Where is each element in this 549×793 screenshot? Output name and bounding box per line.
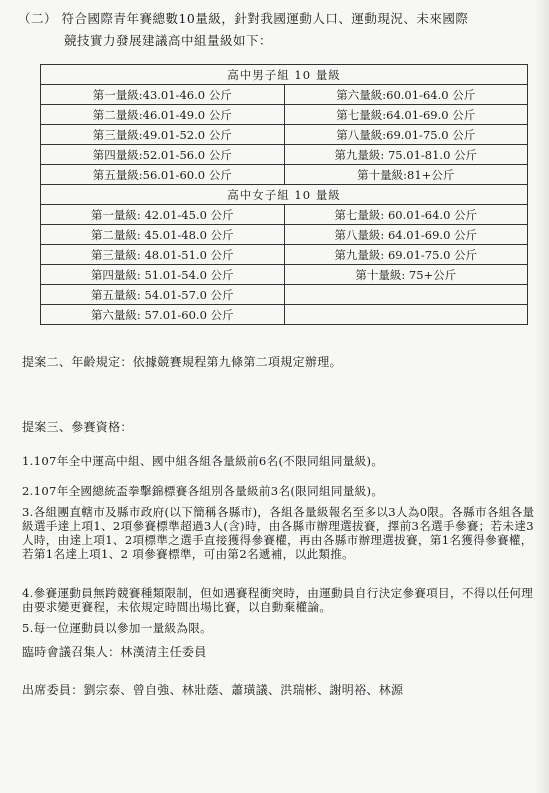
qualification-item-3: 3.各組團直轄市及縣市政府(以下簡稱各縣市)，各組各量級報名至多以3人為0限。各縣市各組各量級選手達上項1、2項參賽標準超過3人(含)時，由各縣市辦理選拔賽，擇前3名選手參賽；若未達3人時，由達上項1、2項標準之選手直接獲得參賽權，再由各縣市辦理選拔賽，第1名獲得參賽權，若第1名達上項1、2 項參賽標準，可由第2名遞補，以此類推。 [22,505,535,561]
table-cell: 第八量級: 64.01-69.0 公斤 [284,225,528,245]
proposal-two: 提案二、年齡規定：依據競賽規程第九條第二項規定辦理。 [22,355,342,369]
boys-header: 高中男子組 10 量級 [41,65,528,85]
qualification-item-1: 1.107年全中運高中組、國中組各組各量級前6名(不限同組同量級)。 [22,454,384,468]
table-cell: 第三量級:49.01-52.0 公斤 [41,125,285,145]
table-cell: 第三量級: 48.01-51.0 公斤 [41,245,285,265]
table-row [41,125,528,145]
table-row [41,265,528,285]
proposal-three-heading: 提案三、參賽資格： [22,420,133,434]
weight-class-table [40,64,528,325]
table-cell: 第六量級:60.01-64.0 公斤 [284,85,528,105]
table-cell: 第十量級:81+公斤 [284,165,528,185]
table-row [41,85,528,105]
girls-header: 高中女子組 10 量級 [41,185,528,205]
table-cell: 第七量級:64.01-69.0 公斤 [284,105,528,125]
table-cell: 第五量級:56.01-60.0 公斤 [41,165,285,185]
table-cell [284,285,528,305]
table-cell: 第九量級: 69.01-75.0 公斤 [284,245,528,265]
attendees-line: 出席委員：劉宗泰、曾自強、林壯蔭、蕭璜議、洪瑞彬、謝明裕、林源 [22,683,404,697]
table-cell: 第二量級: 45.01-48.0 公斤 [41,225,285,245]
table-cell: 第十量級: 75+公斤 [284,265,528,285]
intro-line-2: 競技實力發展建議高中組量級如下： [64,33,273,48]
qualification-item-4: 4.參賽運動員無跨競賽種類限制，但如遇賽程衝突時，由運動員自行決定參賽項目，不得以任何理由要求變更賽程，未依規定時間出場比賽，以自動棄權論。 [22,586,534,614]
table-row [41,145,528,165]
table-row [41,245,528,265]
qualification-item-5: 5.每一位運動員以參加一量級為限。 [22,621,213,635]
table-cell: 第一量級:43.01-46.0 公斤 [41,85,285,105]
table-row [41,285,528,305]
table-cell: 第四量級: 51.01-54.0 公斤 [41,265,285,285]
table-cell: 第五量級: 54.01-57.0 公斤 [41,285,285,305]
table-row [41,205,528,225]
table-cell: 第八量級:69.01-75.0 公斤 [284,125,528,145]
table-cell [284,305,528,325]
table-row [41,305,528,325]
table-cell: 第六量級: 57.01-60.0 公斤 [41,305,285,325]
intro-line-1: （二） 符合國際青年賽總數10量級，針對我國運動人口、運動現況、未來國際 [18,11,469,26]
convener-line: 臨時會議召集人：林漢清主任委員 [22,645,207,659]
table-cell: 第二量級:46.01-49.0 公斤 [41,105,285,125]
intro-paragraph [18,8,538,52]
table-cell: 第七量級: 60.01-64.0 公斤 [284,205,528,225]
table-row [41,165,528,185]
qualification-item-2: 2.107年全國總統盃拳擊錦標賽各組別各量級前3名(限同組同量級)。 [22,484,384,498]
table-cell: 第一量級: 42.01-45.0 公斤 [41,205,285,225]
table-row [41,105,528,125]
table-cell: 第四量級:52.01-56.0 公斤 [41,145,285,165]
page-edge-shadow [535,0,549,793]
table-cell: 第九量級: 75.01-81.0 公斤 [284,145,528,165]
table-row [41,225,528,245]
